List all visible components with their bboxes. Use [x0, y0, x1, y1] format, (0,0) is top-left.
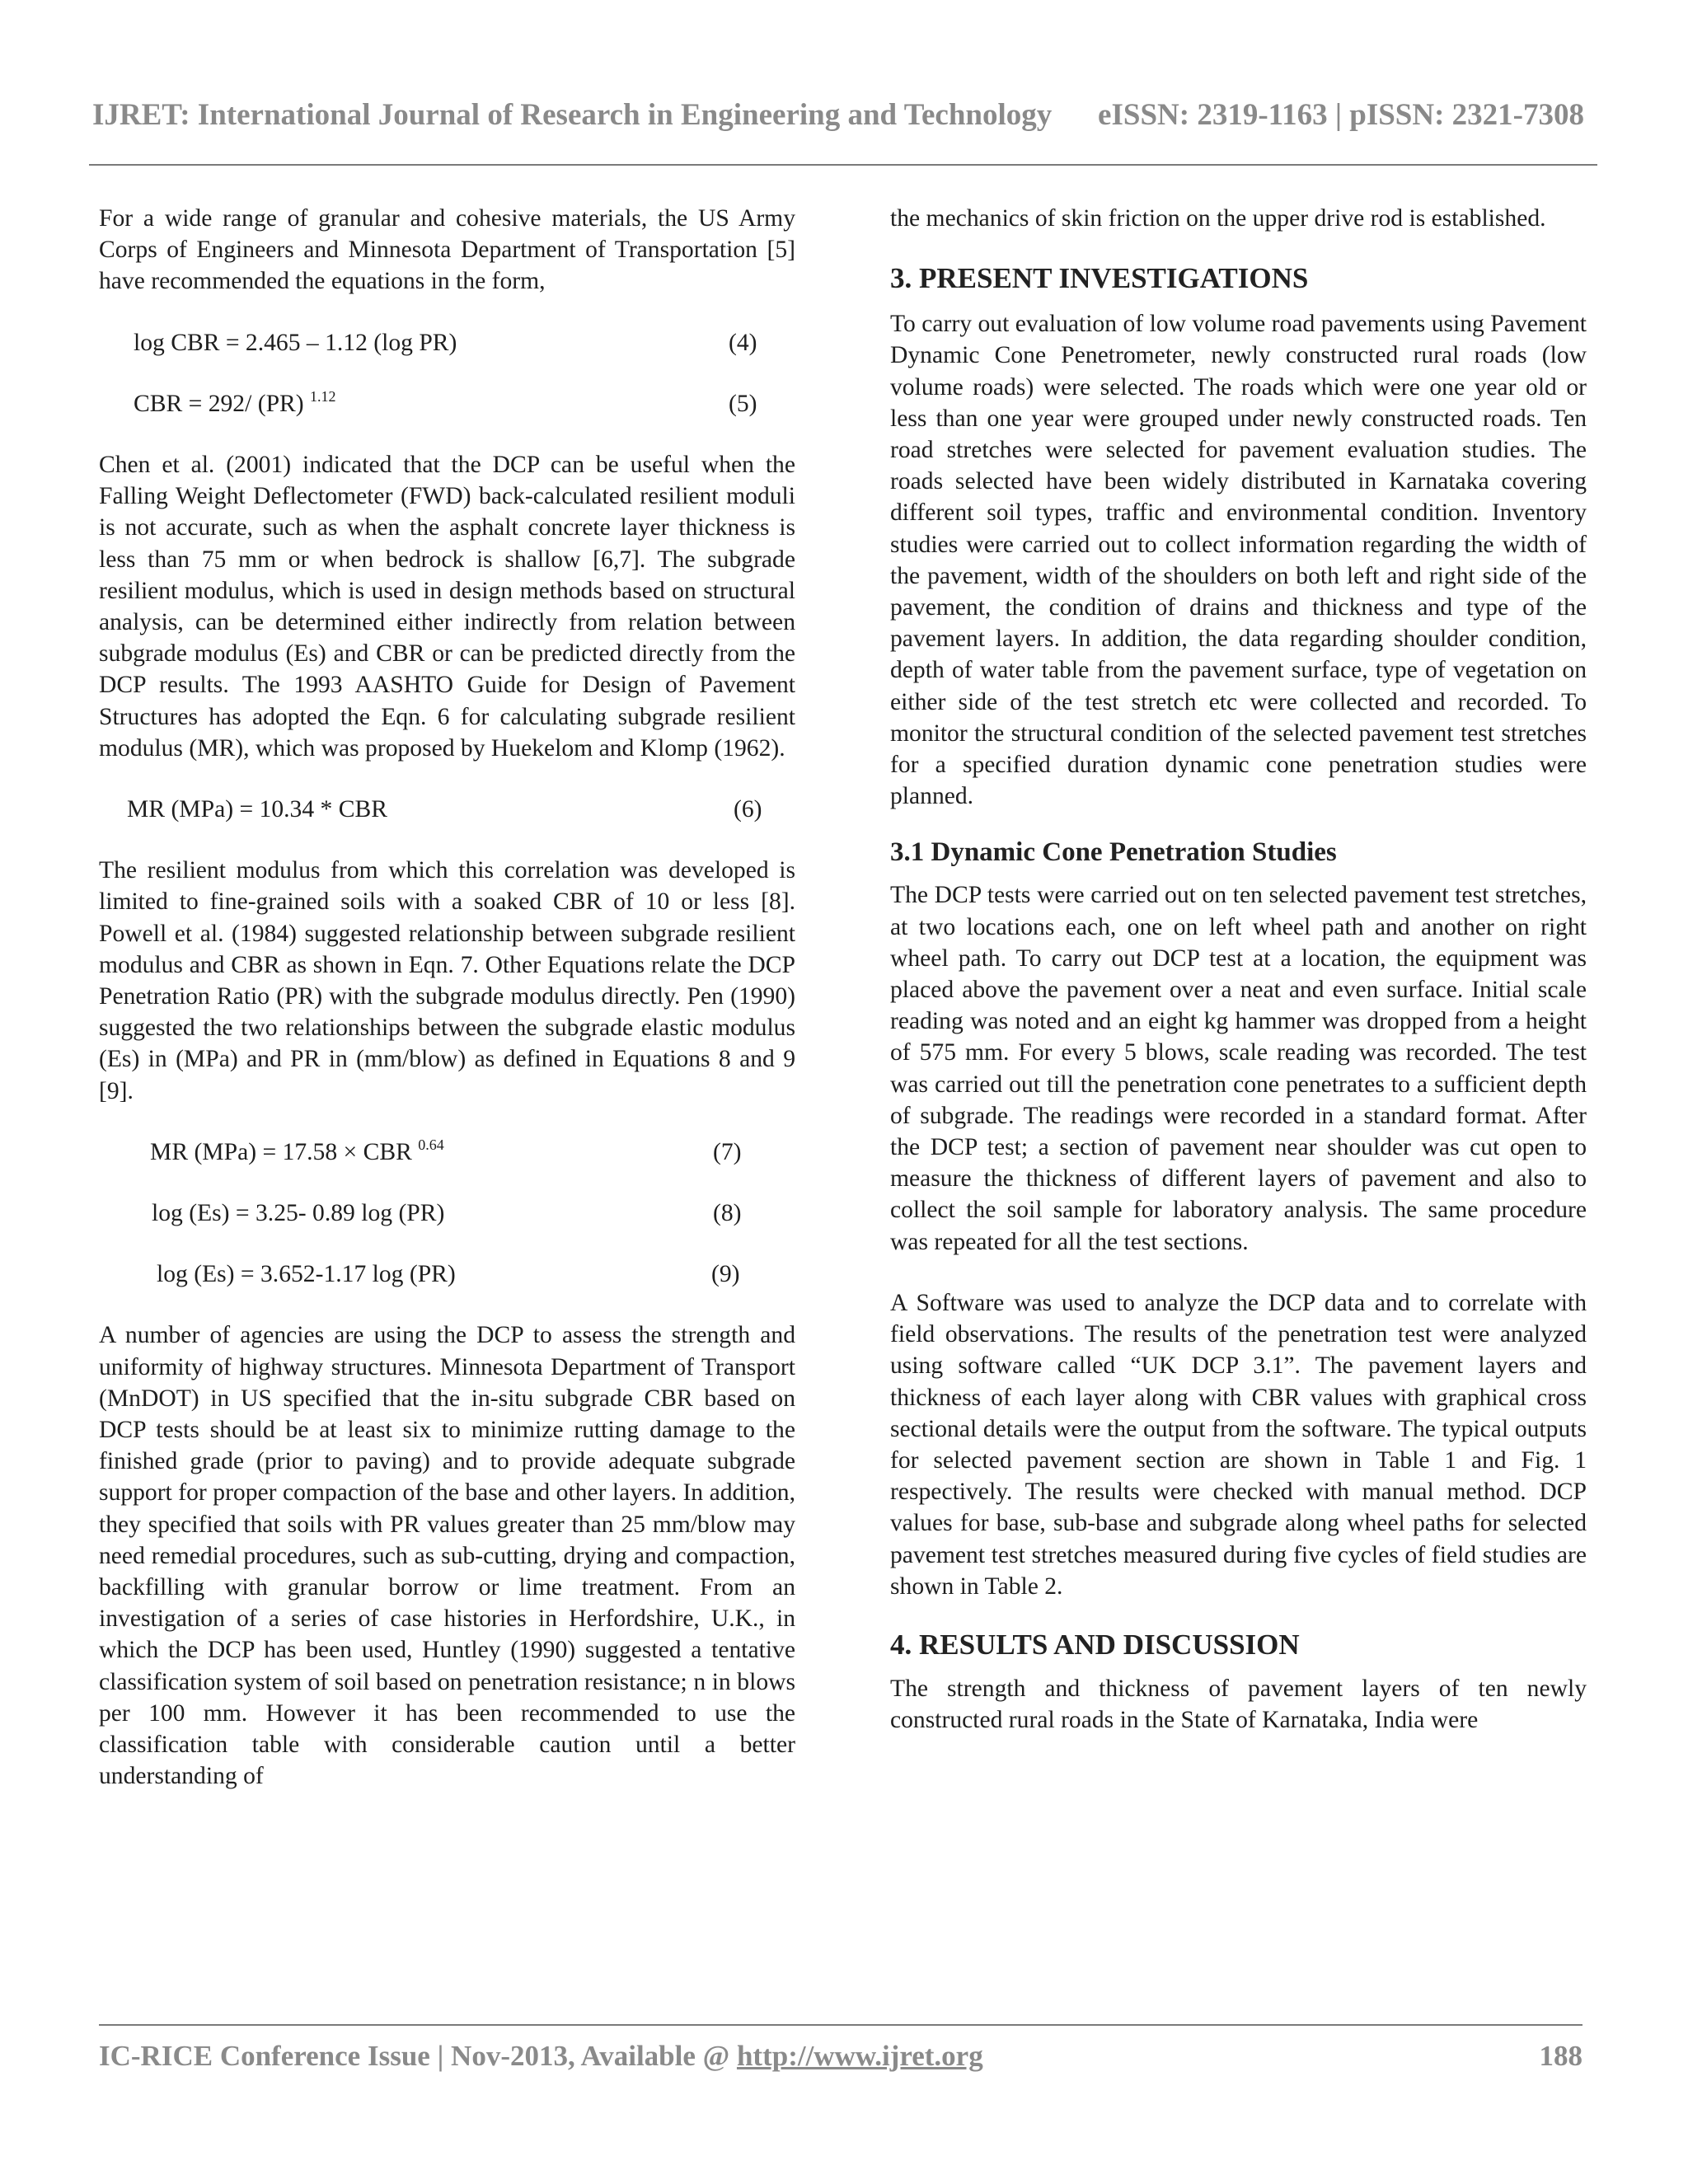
equation-expression: [134, 388, 336, 419]
equation-5: [99, 388, 795, 419]
footer-issue: IC-RICE Conference Issue | Nov-2013, Available @: [99, 2040, 737, 2072]
equation-8: [99, 1197, 795, 1229]
section-heading: 3. PRESENT INVESTIGATIONS: [890, 262, 1309, 295]
section-heading: 4. RESULTS AND DISCUSSION: [890, 1628, 1300, 1661]
equation-number: (7): [713, 1138, 742, 1165]
paragraph: The resilient modulus from which this correlation was developed is limited to fine-grained soils with a soaked CBR of 10 or less [8]. Powell et al. (1984) suggested relationship between subgrade resilient modulus and CBR as shown in Eqn. 7. Other Equations relate the DCP Penetration Ratio (PR) with the subgrade modulus directly. Pen (1990) suggested the two relationships between the subgrade elastic modulus (Es) in (MPa) and PR in (mm/blow) as defined in Equations 8 and 9 [9].: [99, 857, 795, 1104]
equation-number: (6): [734, 796, 762, 823]
equation-number: (8): [713, 1200, 742, 1227]
paragraph: A number of agencies are using the DCP to assess the strength and uniformity of highway structures. Minnesota Department of Transport (MnDOT) in US specified that the in-situ subgrade CBR based on DCP tests should be at least six to minimize rutting damage to the finished grade (prior to paving) and to provide adequate subgrade support for proper compaction of the base and other layers. In addition, they specified that soils with PR values greater than 25 mm/blow may need remedial procedures, such as sub-cutting, drying and compaction, backfilling with granular borrow or lime treatment. From an investigation of a series of case histories in Herfordshire, U.K., in which the DCP has been used, Huntley (1990) suggested a tentative classification system of soil based on penetration resistance; n in blows per 100 mm. However it has been recommended to use the classification table with considerable caution until a better understanding of: [99, 1322, 795, 1790]
equation-number: (4): [729, 329, 757, 356]
paragraph: For a wide range of granular and cohesive materials, the US Army Corps of Engineers and Minnesota Department of Transportation [5] have recommended the equations in the form,: [99, 205, 795, 295]
left-column: [99, 203, 795, 1792]
paragraph: The strength and thickness of pavement layers of ten newly constructed rural roads in the State of Karnataka, India were: [890, 1675, 1587, 1734]
paragraph: the mechanics of skin friction on the upper drive rod is established.: [890, 205, 1546, 232]
footer-rule: [99, 2024, 1582, 2026]
equation-base: CBR = 292/ (PR): [134, 390, 304, 417]
journal-link[interactable]: http://www.ijret.org: [736, 2040, 983, 2072]
equation-exponent: 1.12: [310, 387, 336, 405]
paragraph: A Software was used to analyze the DCP data and to correlate with field observations. The results of the penetration test were analyzed using software called “UK DCP 3.1”. The pavement layers and thickness of each layer along with CBR values with graphical cross sectional details were the output from the software. The typical outputs for selected pavement section are shown in Table 1 and Fig. 1 respectively. The results were checked with manual method. DCP values for base, sub-base and subgrade along wheel paths for selected pavement test stretches measured during five cycles of field studies are shown in Table 2.: [890, 1289, 1587, 1600]
running-footer: [99, 2040, 1582, 2073]
equation-expression: log (Es) = 3.652-1.17 log (PR): [157, 1261, 456, 1288]
equation-4: [99, 327, 795, 359]
subsection-heading: 3.1 Dynamic Cone Penetration Studies: [890, 837, 1337, 868]
equation-6: [99, 794, 795, 825]
equation-number: (9): [711, 1261, 740, 1288]
paragraph: The DCP tests were carried out on ten selected pavement test stretches, at two locations each, one on left wheel path and another on right wheel path. To carry out DCP test at a location, the equipment was placed above the pavement over a neat and even surface. Initial scale reading was noted and an eight kg hammer was dropped from a height of 575 mm. For every 5 blows, scale reading was recorded. The test was carried out till the penetration cone penetrates to a sufficient depth of subgrade. The readings were recorded in a standard format. After the DCP test; a section of pavement near shoulder was cut open to measure the thickness of different layers of pavement and also to collect the soil sample for laboratory analysis. The same procedure was repeated for all the test sections.: [890, 882, 1587, 1255]
journal-title: IJRET: International Journal of Research in Engineering and Technology: [92, 98, 1053, 132]
right-column: [890, 203, 1587, 1736]
running-header: [92, 97, 1584, 133]
equation-9: [99, 1258, 795, 1290]
equation-expression: MR (MPa) = 10.34 * CBR: [127, 796, 387, 823]
footer-text: [99, 2040, 983, 2073]
paragraph: Chen et al. (2001) indicated that the DCP can be useful when the Falling Weight Deflectometer (FWD) back-calculated resilient moduli is not accurate, such as when the asphalt concrete layer thickness is less than 75 mm or when bedrock is shallow [6,7]. The subgrade resilient modulus, which is used in design methods based on structural analysis, can be determined either indirectly from relation between subgrade modulus (Es) and CBR or can be predicted directly from the DCP results. The 1993 AASHTO Guide for Design of Pavement Structures has adopted the Eqn. 6 for calculating subgrade resilient modulus (MR), which was proposed by Huekelom and Klomp (1962).: [99, 451, 795, 762]
equation-expression: log (Es) = 3.25- 0.89 log (PR): [152, 1200, 445, 1227]
header-rule: [89, 164, 1597, 166]
equation-7: [99, 1137, 795, 1168]
equation-expression: log CBR = 2.465 – 1.12 (log PR): [134, 329, 457, 356]
paragraph: To carry out evaluation of low volume road pavements using Pavement Dynamic Cone Penetrometer, newly constructed rural roads (low volume roads) were selected. The roads which were one year old or less than one year were grouped under newly constructed roads. Ten road stretches were selected for pavement evaluation studies. The roads selected have been widely distributed in Karnataka covering different soil types, traffic and environmental condition. Inventory studies were carried out to collect information regarding the width of the pavement, width of the shoulders on both left and right side of the pavement, the condition of drains and thickness and type of the pavement layers. In addition, the data regarding shoulder condition, depth of water table from the pavement surface, type of vegetation on either side of the test stretch etc were collected and recorded. To monitor the structural condition of the selected pavement test stretches for a specified duration dynamic cone penetration studies were planned.: [890, 311, 1587, 810]
equation-number: (5): [729, 390, 757, 417]
issn: eISSN: 2319-1163 | pISSN: 2321-7308: [1098, 98, 1584, 132]
equation-base: MR (MPa) = 17.58 × CBR: [150, 1138, 412, 1165]
page-number: 188: [1539, 2040, 1582, 2072]
equation-exponent: 0.64: [418, 1136, 444, 1153]
equation-expression: [150, 1137, 444, 1168]
